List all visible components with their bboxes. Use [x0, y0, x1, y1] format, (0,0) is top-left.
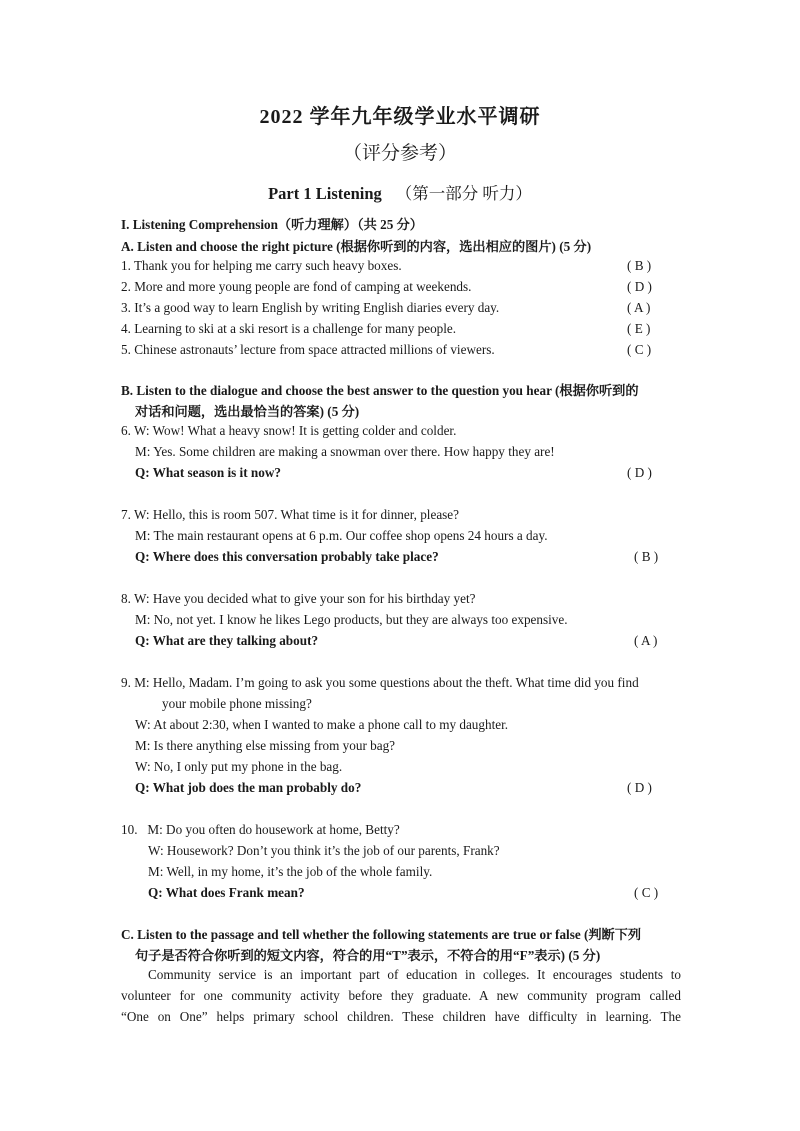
dialogue-line: M: Yes. Some children are making a snowman over there. How happy they are! [135, 444, 555, 459]
question-prompt: Q: Where does this conversation probably take place? [135, 549, 439, 564]
part-title-cn: （第一部分 听力） [395, 184, 532, 203]
dialogue-line: 8. W: Have you decided what to give your son for his birthday yet? [121, 591, 476, 606]
question-prompt: Q: What are they talking about? [135, 633, 319, 648]
dialogue-line: 10. M: Do you often do housework at home, Betty? [121, 822, 400, 837]
question-prompt: Q: What job does the man probably do? [135, 780, 362, 795]
section-a-heading: A. Listen and choose the right picture (根据你听到的内容，选出相应的图片) (5 分) [121, 239, 592, 254]
answer-label: ( E ) [627, 321, 651, 336]
dialogue-line: M: Well, in my home, it’s the job of the whole family. [148, 864, 433, 879]
passage-line: “One on One” helps primary school children. These children have difficulty in learning. The [121, 1009, 681, 1024]
answer-label: ( C ) [634, 885, 659, 900]
answer-label: ( D ) [627, 279, 652, 294]
dialogue-line: W: Housework? Don’t you think it’s the job of our parents, Frank? [148, 843, 500, 858]
passage-line: Community service is an important part of education in colleges. It encourages students to [148, 967, 681, 982]
section-c-heading: C. Listen to the passage and tell whether the following statements are true or false (判断下列 [121, 927, 642, 942]
answer-label: ( C ) [627, 342, 652, 357]
dialogue-line: M: Is there anything else missing from your bag? [135, 738, 396, 753]
answer-label: ( D ) [627, 780, 652, 795]
document-title: 2022 学年九年级学业水平调研 [259, 106, 541, 128]
section-heading: I. Listening Comprehension（听力理解）（共 25 分） [121, 217, 423, 232]
answer-label: ( A ) [627, 300, 651, 315]
section-b-heading: B. Listen to the dialogue and choose the best answer to the question you hear (根据你听到的 [121, 383, 639, 398]
dialogue-line: 9. M: Hello, Madam. I’m going to ask you some questions about the theft. What time did you find [121, 675, 639, 690]
question-text: 3. It’s a good way to learn English by writing English diaries every day. [121, 300, 500, 315]
dialogue-line: W: At about 2:30, when I wanted to make a phone call to my daughter. [135, 717, 509, 732]
section-b-heading-cont: 对话和问题，选出最恰当的答案) (5 分) [135, 404, 360, 419]
question-prompt: Q: What season is it now? [135, 465, 281, 480]
section-c-heading-cont: 句子是否符合你听到的短文内容，符合的用“T”表示，不符合的用“F”表示) (5 分) [135, 948, 601, 963]
answer-label: ( D ) [627, 465, 652, 480]
dialogue-line: M: No, not yet. I know he likes Lego products, but they are always too expensive. [135, 612, 568, 627]
passage-line: volunteer for one community activity before they graduate. A new community program called [121, 988, 681, 1003]
question-prompt: Q: What does Frank mean? [148, 885, 305, 900]
answer-label: ( A ) [634, 633, 658, 648]
dialogue-line: 7. W: Hello, this is room 507. What time is it for dinner, please? [121, 507, 460, 522]
question-text: 5. Chinese astronauts’ lecture from space attracted millions of viewers. [121, 342, 495, 357]
answer-label: ( B ) [627, 258, 652, 273]
answer-label: ( B ) [634, 549, 659, 564]
part-title [0, 180, 800, 204]
question-text: 1. Thank you for helping me carry such heavy boxes. [121, 258, 402, 273]
dialogue-line: your mobile phone missing? [162, 696, 312, 711]
dialogue-line: M: The main restaurant opens at 6 p.m. Our coffee shop opens 24 hours a day. [135, 528, 548, 543]
question-text: 2. More and more young people are fond of camping at weekends. [121, 279, 472, 294]
dialogue-line: W: No, I only put my phone in the bag. [135, 759, 343, 774]
dialogue-line: 6. W: Wow! What a heavy snow! It is getting colder and colder. [121, 423, 457, 438]
part-title-en: Part 1 Listening [268, 184, 382, 203]
question-text: 4. Learning to ski at a ski resort is a challenge for many people. [121, 321, 457, 336]
document-subtitle: （评分参考） [342, 143, 457, 164]
